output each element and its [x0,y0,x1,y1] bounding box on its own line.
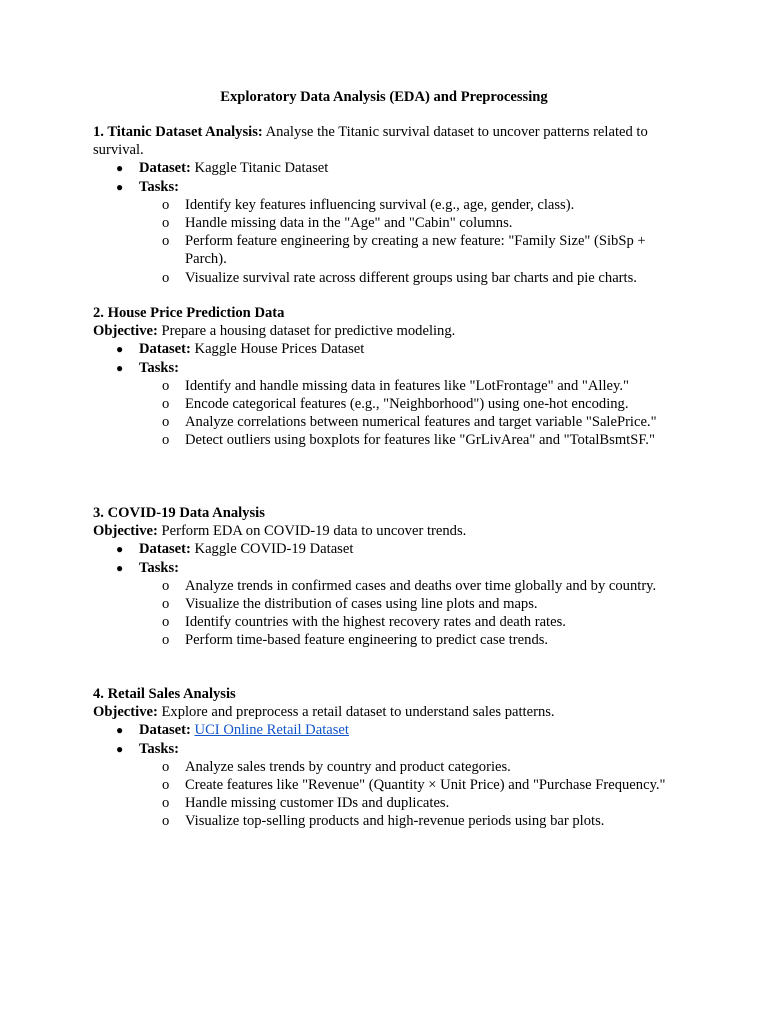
bullet-list [93,540,683,649]
task-item [139,794,683,812]
section-intro: Analyse the Titanic survival dataset to uncover patterns related to survival. [93,124,648,159]
objective-line [93,703,683,721]
tasks-item [93,559,683,650]
bullet-marker: ● [116,179,124,194]
task-text: Detect outliers using boxplots for features like "GrLivArea" and "TotalBsmtSF." [185,432,655,449]
dataset-label: Dataset: [139,722,191,739]
task-text: Perform feature engineering by creating a new feature: "Family Size" (SibSp + Parch). [185,233,646,268]
task-text: Identify key features influencing survival (e.g., age, gender, class). [185,196,575,213]
dataset-name: Kaggle COVID-19 Dataset [190,541,354,558]
task-text: Identify and handle missing data in features like "LotFrontage" and "Alley." [185,377,629,394]
tasks-item [93,178,683,287]
bullet-marker: ● [116,723,124,738]
task-text: Handle missing data in the "Age" and "Cabin" columns. [185,215,513,232]
page-title: Exploratory Data Analysis (EDA) and Preprocessing [220,89,548,105]
section-heading-line [93,123,683,159]
task-item [139,395,683,413]
task-list [139,377,683,450]
objective-label: Objective: [93,704,158,721]
task-text: Create features like "Revenue" (Quantity × Unit Price) and "Purchase Frequency." [185,777,666,794]
section-heading-text: 3. COVID-19 Data Analysis [93,505,265,521]
sub-marker: o [162,813,170,830]
section-heading [93,504,683,522]
dataset-item [93,159,683,177]
task-item [139,377,683,395]
objective-text: Explore and preprocess a retail dataset to understand sales patterns. [157,704,555,721]
bullet-marker: ● [116,342,124,357]
task-item [139,413,683,431]
sub-marker: o [162,414,170,431]
task-text: Analyze sales trends by country and product categories. [185,758,511,775]
task-item [139,595,683,613]
sub-marker: o [162,269,170,286]
sub-marker: o [162,233,170,250]
sub-marker: o [162,795,170,812]
tasks-label: Tasks: [139,559,180,576]
task-item [139,577,683,595]
dataset-link[interactable]: UCI Online Retail Dataset [194,722,349,739]
tasks-label: Tasks: [139,740,180,757]
bullet-list [93,159,683,286]
sub-marker: o [162,614,170,631]
tasks-item [93,740,683,831]
task-text: Handle missing customer IDs and duplicates. [185,795,450,812]
task-text: Visualize survival rate across different groups using bar charts and pie charts. [185,269,637,286]
sub-marker: o [162,377,170,394]
dataset-item [93,540,683,558]
bullet-marker: ● [116,161,124,176]
sub-marker: o [162,396,170,413]
section-heading [93,304,683,322]
tasks-item [93,359,683,450]
task-item [139,613,683,631]
section-retail [93,685,683,831]
dataset-item [93,721,683,739]
dataset-label: Dataset: [139,160,191,177]
dataset-label: Dataset: [139,541,191,558]
task-item [139,631,683,649]
task-text: Perform time-based feature engineering to predict case trends. [185,632,549,649]
objective-line [93,522,683,540]
dataset-item [93,340,683,358]
bullet-list [93,721,683,830]
objective-label: Objective: [93,323,158,340]
objective-text: Perform EDA on COVID-19 data to uncover trends. [157,523,467,540]
task-text: Encode categorical features (e.g., "Neighborhood") using one-hot encoding. [185,396,629,413]
sub-marker: o [162,596,170,613]
task-list [139,577,683,650]
dataset-name: Kaggle Titanic Dataset [190,160,329,177]
section-heading-text: 4. Retail Sales Analysis [93,686,236,702]
sub-marker: o [162,215,170,232]
task-text: Visualize top-selling products and high-revenue periods using bar plots. [185,813,605,830]
bullet-list [93,340,683,449]
tasks-label: Tasks: [139,359,180,376]
task-text: Visualize the distribution of cases using line plots and maps. [185,596,538,613]
task-item [139,776,683,794]
task-item [139,232,683,268]
task-list [139,758,683,831]
section-heading-text: 2. House Price Prediction Data [93,305,285,321]
objective-line [93,322,683,340]
task-item [139,214,683,232]
task-item [139,812,683,830]
section-house-price [93,304,683,450]
section-titanic [93,123,683,287]
section-covid [93,504,683,650]
dataset-label: Dataset: [139,341,191,358]
task-item [139,196,683,214]
dataset-name: Kaggle House Prices Dataset [190,341,365,358]
sub-marker: o [162,777,170,794]
objective-text: Prepare a housing dataset for predictive modeling. [157,323,456,340]
task-item [139,431,683,449]
sub-marker: o [162,196,170,213]
task-text: Analyze trends in confirmed cases and deaths over time globally and by country. [185,577,657,594]
sub-marker: o [162,758,170,775]
objective-label: Objective: [93,523,158,540]
task-item [139,758,683,776]
task-list [139,196,683,287]
task-item [139,269,683,287]
section-heading [93,685,683,703]
tasks-label: Tasks: [139,178,180,195]
task-text: Identify countries with the highest recovery rates and death rates. [185,614,566,631]
task-text: Analyze correlations between numerical features and target variable "SalePrice." [185,414,657,431]
sub-marker: o [162,432,170,449]
bullet-marker: ● [116,560,124,575]
sub-marker: o [162,632,170,649]
bullet-marker: ● [116,360,124,375]
section-heading: 1. Titanic Dataset Analysis: [93,124,263,140]
bullet-marker: ● [116,741,124,756]
bullet-marker: ● [116,542,124,557]
sub-marker: o [162,577,170,594]
